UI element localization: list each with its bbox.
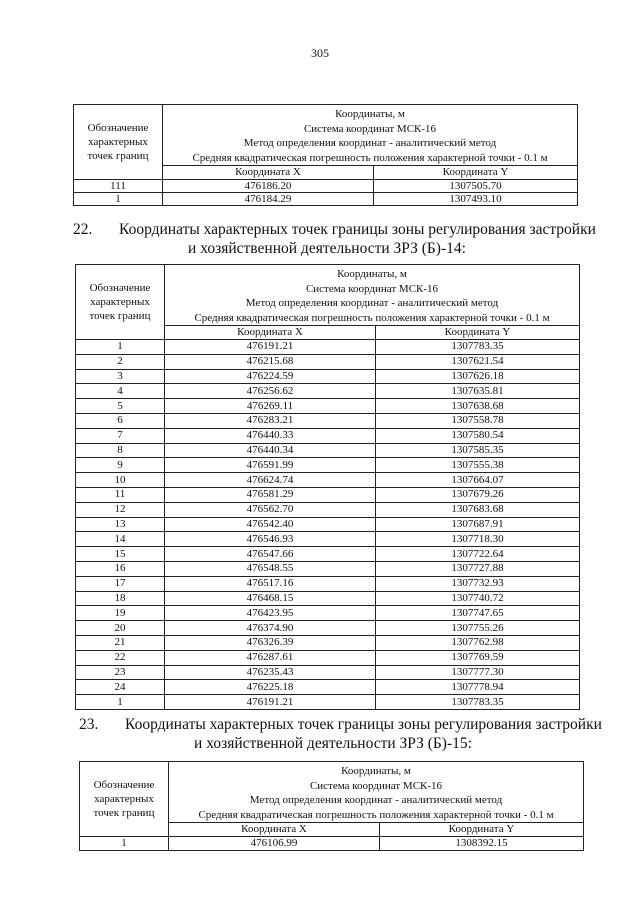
coordinate-x: 476326.39 [165,635,376,650]
coordinate-x: 476106.99 [169,837,380,851]
table-row [76,621,580,636]
coordinates-table-3 [79,761,584,851]
coordinates-header [165,265,580,326]
coordinate-y: 1307580.54 [376,428,580,443]
point-number: 6 [76,413,165,428]
table-row [76,502,580,517]
coordinate-y: 1307679.26 [376,487,580,502]
coordinate-x: 476186.20 [163,180,374,193]
coordinate-y: 1307664.07 [376,473,580,488]
point-number: 16 [76,561,165,576]
table-row [76,487,580,502]
coordinate-x: 476581.29 [165,487,376,502]
coordinate-x: 476225.18 [165,680,376,695]
table-row [76,369,580,384]
point-number: 1 [76,340,165,355]
coordinate-y: 1307783.35 [376,695,580,710]
header-line-1: Координаты, м [341,765,411,777]
table-row [76,591,580,606]
coordinate-x: 476624.74 [165,473,376,488]
point-number: 9 [76,458,165,473]
point-number: 4 [76,384,165,399]
table-row [76,680,580,695]
coordinate-y: 1307747.65 [376,606,580,621]
coordinate-x: 476591.99 [165,458,376,473]
coordinate-x: 476440.34 [165,443,376,458]
col-y-header: Координата Y [374,166,578,180]
table-row [76,695,580,710]
coordinates-table-2 [75,264,580,710]
coordinate-x: 476548.55 [165,561,376,576]
point-number: 5 [76,399,165,414]
table-row [76,473,580,488]
col-x-header: Координата X [169,823,380,837]
point-number: 12 [76,502,165,517]
table-row [76,413,580,428]
coordinate-y: 1307769.59 [376,650,580,665]
point-number: 111 [74,180,163,193]
table-row [76,384,580,399]
coordinate-x: 476440.33 [165,428,376,443]
point-number: 2 [76,354,165,369]
table-row [80,837,584,851]
coordinate-x: 476287.61 [165,650,376,665]
point-number: 10 [76,473,165,488]
section-title-line-2: и хозяйственной деятельности ЗРЗ (Б)-14: [188,240,466,257]
coordinate-y: 1307555.38 [376,458,580,473]
coordinates-table-1 [73,104,578,206]
col-x-header: Координата X [165,326,376,340]
point-number: 11 [76,487,165,502]
table-row [76,458,580,473]
coordinate-y: 1307727.88 [376,561,580,576]
section-title-line-2: и хозяйственной деятельности ЗРЗ (Б)-15: [194,735,472,752]
page-number: 305 [311,46,329,60]
point-number: 13 [76,517,165,532]
point-number: 18 [76,591,165,606]
coordinate-y: 1307638.68 [376,399,580,414]
header-line-1: Координаты, м [337,268,407,280]
coordinate-y: 1307683.68 [376,502,580,517]
point-number: 21 [76,635,165,650]
point-number: 1 [80,837,169,851]
table-row [76,443,580,458]
point-number: 17 [76,576,165,591]
table-row [76,606,580,621]
col-y-header: Координата Y [376,326,580,340]
table-row [76,340,580,355]
point-number: 24 [76,680,165,695]
header-line-2: Система координат МСК-16 [303,122,437,135]
coordinate-y: 1307621.54 [376,354,580,369]
coordinate-y: 1307755.26 [376,621,580,636]
col-x-header: Координата X [163,166,374,180]
coordinate-y: 1307635.81 [376,384,580,399]
header-line-2: Система координат МСК-16 [309,779,443,792]
coordinate-x: 476224.59 [165,369,376,384]
point-number: 23 [76,665,165,680]
coordinate-x: 476283.21 [165,413,376,428]
table-row [74,193,578,206]
point-number: 1 [74,193,163,206]
point-number: 19 [76,606,165,621]
table-row [76,650,580,665]
coordinate-y: 1307626.18 [376,369,580,384]
coordinate-y: 1307687.91 [376,517,580,532]
table-row [76,428,580,443]
coordinate-y: 1307505.70 [374,180,578,193]
coordinate-y: 1307777.30 [376,665,580,680]
table-row [76,576,580,591]
coordinate-x: 476562.70 [165,502,376,517]
coordinate-x: 476374.90 [165,621,376,636]
coordinate-x: 476468.15 [165,591,376,606]
section-number: 22. [73,221,93,238]
header-line-4: Средняя квадратическая погрешность положения характерной точки - 0.1 м [192,151,548,164]
coordinate-y: 1307718.30 [376,532,580,547]
section-number: 23. [79,716,99,733]
coordinate-x: 476546.93 [165,532,376,547]
coordinate-y: 1307740.72 [376,591,580,606]
coordinate-y: 1307762.98 [376,635,580,650]
point-number: 3 [76,369,165,384]
coordinates-header [169,762,584,823]
coordinate-x: 476184.29 [163,193,374,206]
header-line-2: Система координат МСК-16 [305,282,439,295]
table-row [76,354,580,369]
coordinate-y: 1307732.93 [376,576,580,591]
coordinate-x: 476542.40 [165,517,376,532]
header-line-4: Средняя квадратическая погрешность положения характерной точки - 0.1 м [194,311,550,324]
coordinate-y: 1307493.10 [374,193,578,206]
coordinate-y: 1307722.64 [376,547,580,562]
header-line-3: Метод определения координат - аналитический метод [249,794,503,806]
point-number: 8 [76,443,165,458]
coordinate-x: 476191.21 [165,695,376,710]
point-label-header: Обозначение характерных точек границ [74,105,163,180]
table-row [76,517,580,532]
point-number: 14 [76,532,165,547]
section-title-line-1: Координаты характерных точек границы зоны регулирования застройки [125,716,602,733]
coordinate-x: 476235.43 [165,665,376,680]
coordinate-y: 1307558.78 [376,413,580,428]
point-number: 20 [76,621,165,636]
coordinate-x: 476256.62 [165,384,376,399]
point-number: 1 [76,695,165,710]
point-number: 22 [76,650,165,665]
table-row [76,399,580,414]
point-number: 7 [76,428,165,443]
header-line-4: Средняя квадратическая погрешность положения характерной точки - 0.1 м [198,808,554,821]
coordinate-y: 1307585.35 [376,443,580,458]
coordinate-y: 1308392.15 [380,837,584,851]
coordinate-y: 1307783.35 [376,340,580,355]
header-line-1: Координаты, м [335,108,405,120]
header-line-3: Метод определения координат - аналитический метод [245,297,499,309]
section-title-line-1: Координаты характерных точек границы зоны регулирования застройки [119,221,596,238]
table-row [76,547,580,562]
header-line-3: Метод определения координат - аналитический метод [243,137,497,149]
table-row [76,635,580,650]
coordinate-x: 476215.68 [165,354,376,369]
point-number: 15 [76,547,165,562]
coordinate-x: 476269.11 [165,399,376,414]
coordinate-x: 476423.95 [165,606,376,621]
table-row [76,532,580,547]
table-row [76,665,580,680]
coordinate-x: 476517.16 [165,576,376,591]
point-label-header: Обозначение характерных точек границ [80,762,169,837]
coordinate-x: 476191.21 [165,340,376,355]
coordinate-y: 1307778.94 [376,680,580,695]
table-row [76,561,580,576]
table-row [74,180,578,193]
coordinate-x: 476547.66 [165,547,376,562]
col-y-header: Координата Y [380,823,584,837]
coordinates-header [163,105,578,166]
point-label-header: Обозначение характерных точек границ [76,265,165,340]
